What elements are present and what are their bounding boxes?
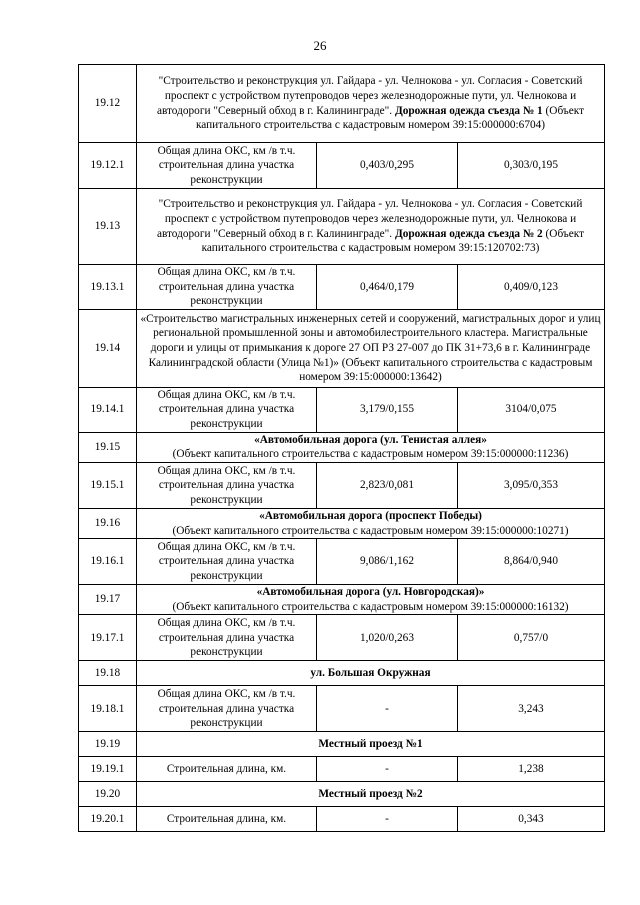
value-cell: 3,179/0,155 (317, 387, 458, 432)
table-row (79, 757, 605, 782)
table-row (79, 585, 605, 615)
row-label: Общая длина ОКС, км /в т.ч. строительная длина участка реконструкции (137, 387, 317, 432)
table-row (79, 686, 605, 732)
row-label: Строительная длина, км. (137, 757, 317, 782)
section-heading: ул. Большая Окружная (137, 661, 605, 686)
table-row (79, 189, 605, 265)
row-label: Общая длина ОКС, км /в т.ч. строительная длина участка реконструкции (137, 143, 317, 189)
row-number: 19.14.1 (79, 387, 137, 432)
row-number: 19.19.1 (79, 757, 137, 782)
table-row (79, 807, 605, 832)
value-cell: 0,409/0,123 (458, 265, 605, 310)
object-description: «Автомобильная дорога (ул. Новгородская)» (Объект капитального строительства с кадастровым номером 39:15:000000:16132) (137, 585, 605, 615)
row-number: 19.13.1 (79, 265, 137, 310)
object-description: «Автомобильная дорога (проспект Победы) (Объект капитального строительства с кадастровым номером 39:15:000000:10271) (137, 508, 605, 538)
row-number: 19.18.1 (79, 686, 137, 732)
section-heading: Местный проезд №1 (137, 732, 605, 757)
value-cell: 0,343 (458, 807, 605, 832)
row-number: 19.14 (79, 309, 137, 387)
value-cell: 0,403/0,295 (317, 143, 458, 189)
value-cell: 1,020/0,263 (317, 615, 458, 661)
row-number: 19.12 (79, 65, 137, 143)
table-row (79, 432, 605, 462)
table-row (79, 265, 605, 310)
row-number: 19.12.1 (79, 143, 137, 189)
value-cell: 0,757/0 (458, 615, 605, 661)
table-row (79, 508, 605, 538)
object-table (78, 64, 605, 832)
table-row (79, 65, 605, 143)
table-row (79, 309, 605, 387)
row-number: 19.13 (79, 189, 137, 265)
table-row (79, 782, 605, 807)
page-number: 26 (313, 38, 327, 53)
table-row (79, 539, 605, 585)
value-cell: 1,238 (458, 757, 605, 782)
row-number: 19.17.1 (79, 615, 137, 661)
row-number: 19.18 (79, 661, 137, 686)
table-row (79, 143, 605, 189)
value-cell: 0,303/0,195 (458, 143, 605, 189)
row-label: Общая длина ОКС, км /в т.ч. строительная длина участка реконструкции (137, 615, 317, 661)
object-description: "Строительство и реконструкция ул. Гайдара - ул. Челнокова - ул. Согласия - Советский проспект с устройством путепроводов через железнодорожные пути, ул. Челнокова и автодороги "Северный обход в г. Калининграде". Дорожная одежда съезда № 1 (Объект капитального строительства с кадастровым номером 39:15:000000:6704) (137, 65, 605, 143)
value-cell: - (317, 686, 458, 732)
row-label: Общая длина ОКС, км /в т.ч. строительная длина участка реконструкции (137, 265, 317, 310)
object-description: «Автомобильная дорога (ул. Тенистая аллея» (Объект капитального строительства с кадастровым номером 39:15:000000:11236) (137, 432, 605, 462)
row-number: 19.16.1 (79, 539, 137, 585)
row-number: 19.20.1 (79, 807, 137, 832)
row-label: Общая длина ОКС, км /в т.ч. строительная длина участка реконструкции (137, 686, 317, 732)
row-number: 19.15 (79, 432, 137, 462)
table-row (79, 615, 605, 661)
value-cell: - (317, 807, 458, 832)
row-number: 19.19 (79, 732, 137, 757)
object-description: «Строительство магистральных инженерных сетей и сооружений, магистральных дорог и улиц региональной промышленной зоны и автомобилестроительного кластера. Магистральные дороги и улицы от примыкания к дороге 27 ОП РЗ 27-007 до ПК 31+73,6 в г. Калининграде Калининградской области (Улица №1)» (Объект капитального строительства с кадастровым номером 39:15:000000:13642) (137, 309, 605, 387)
value-cell: 8,864/0,940 (458, 539, 605, 585)
row-label: Строительная длина, км. (137, 807, 317, 832)
object-description: "Строительство и реконструкция ул. Гайдара - ул. Челнокова - ул. Согласия - Советский проспект с устройством путепроводов через железнодорожные пути, ул. Челнокова и автодороги "Северный обход в г. Калининграде". Дорожная одежда съезда № 2 (Объект капитального строительства с кадастровым номером 39:15:120702:73) (137, 189, 605, 265)
section-heading: Местный проезд №2 (137, 782, 605, 807)
table-row (79, 661, 605, 686)
row-number: 19.17 (79, 585, 137, 615)
value-cell: - (317, 757, 458, 782)
table-row (79, 462, 605, 508)
value-cell: 0,464/0,179 (317, 265, 458, 310)
value-cell: 3,095/0,353 (458, 462, 605, 508)
table-row (79, 732, 605, 757)
row-label: Общая длина ОКС, км /в т.ч. строительная длина участка реконструкции (137, 462, 317, 508)
value-cell: 3,243 (458, 686, 605, 732)
value-cell: 2,823/0,081 (317, 462, 458, 508)
table-row (79, 387, 605, 432)
value-cell: 9,086/1,162 (317, 539, 458, 585)
row-number: 19.20 (79, 782, 137, 807)
row-number: 19.16 (79, 508, 137, 538)
value-cell: 3104/0,075 (458, 387, 605, 432)
row-label: Общая длина ОКС, км /в т.ч. строительная длина участка реконструкции (137, 539, 317, 585)
row-number: 19.15.1 (79, 462, 137, 508)
